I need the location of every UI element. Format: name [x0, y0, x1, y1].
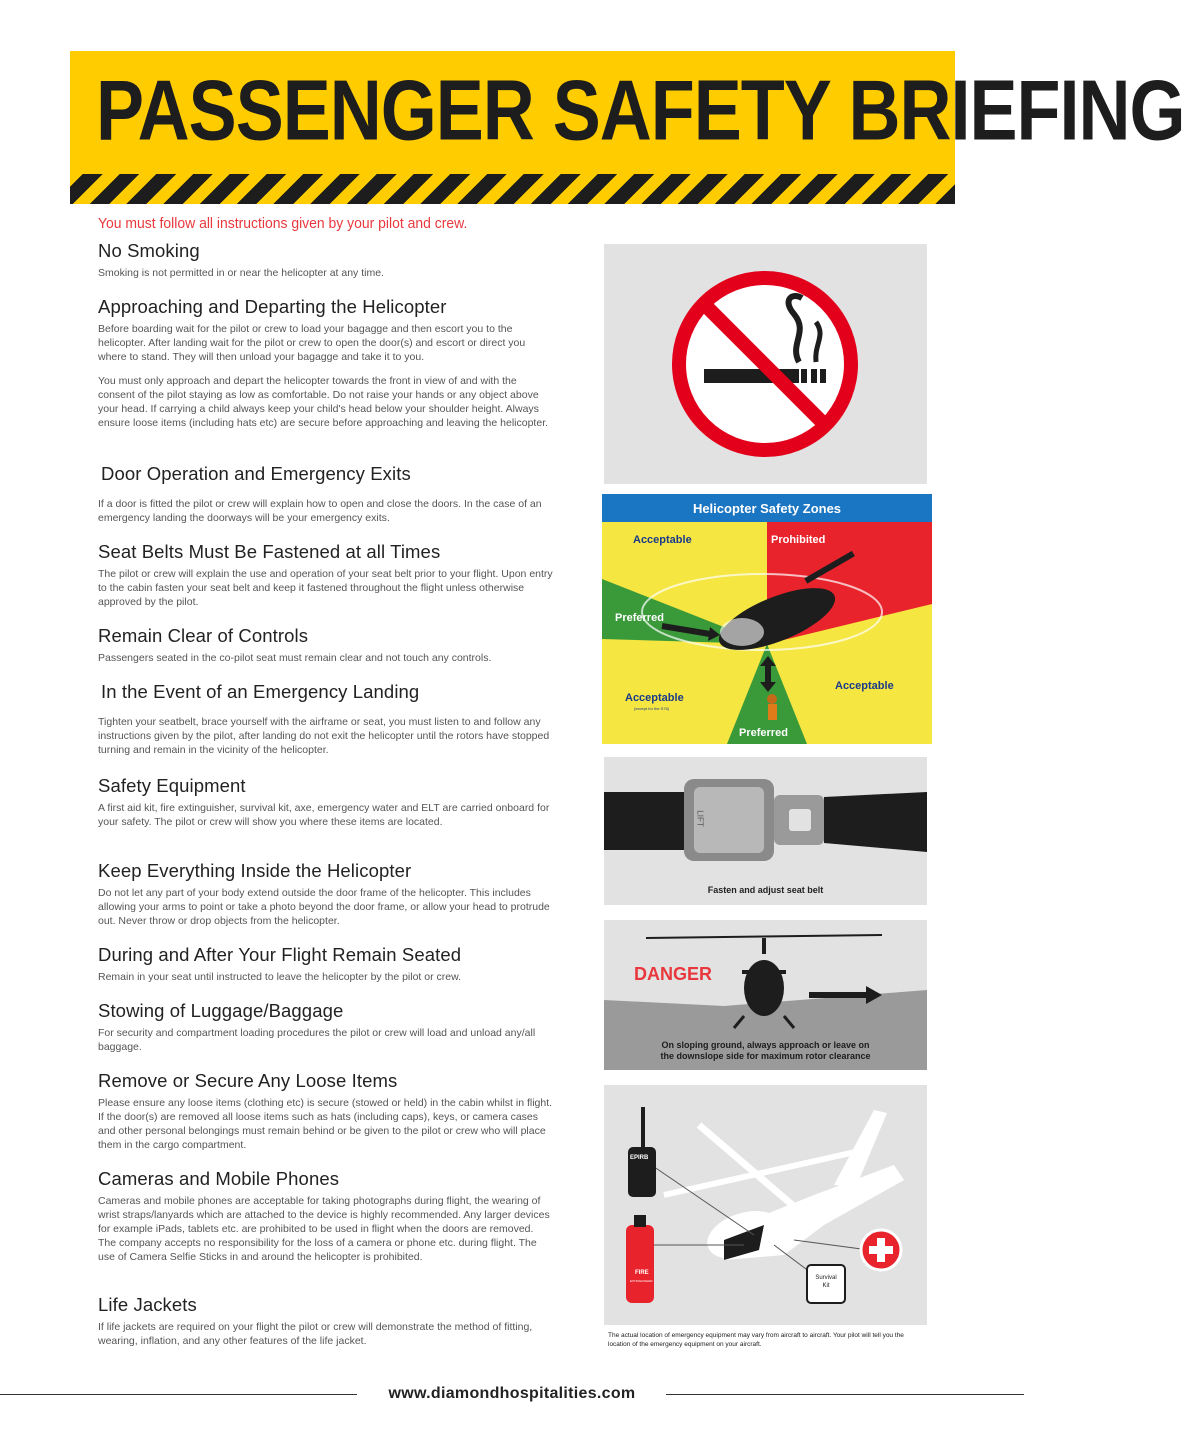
section-heading: During and After Your Flight Remain Seated [98, 944, 462, 965]
section-controls [98, 625, 553, 675]
section-text: Passengers seated in the co-pilot seat must remain clear and not touch any controls. [98, 652, 492, 664]
zone-label-acceptable-br: Acceptable [835, 680, 894, 692]
seatbelt-panel [604, 757, 927, 905]
title-banner [70, 51, 1185, 204]
section-safety-equipment [98, 775, 553, 839]
section-cameras [98, 1168, 553, 1274]
danger-caption-2: the downslope side for maximum rotor clearance [660, 1051, 871, 1061]
section-approaching [98, 296, 553, 440]
section-remain-seated [98, 944, 553, 994]
section-text: Tighten your seatbelt, brace yourself with the airframe or seat, you must listen to and follow any instructions given by the pilot, after landing do not exit the helicopter until the rotors have stopped turning and remain in the vicinity of the helicopter. [98, 716, 550, 756]
section-keep-inside [98, 860, 553, 938]
section-text: Cameras and mobile phones are acceptable for taking photographs during flight, the wearing of wrist straps/lanyards which are attached to the device is highly recommended. Any larger devices for example iPads, tablets etc. are prohibited to be used in flight when the doors are removed. The company accepts no responsibility for the loss of a camera or phone etc. during flight. The use of Camera Selfie Sticks in and around the helicopter is prohibited. [98, 1195, 550, 1263]
zone-note-bl: (except for the S76) [634, 706, 670, 711]
zone-label-acceptable-tl: Acceptable [633, 534, 692, 546]
section-life-jackets [98, 1294, 553, 1358]
section-heading: No Smoking [98, 240, 200, 261]
section-text: Please ensure any loose items (clothing etc) is secure (stowed or held) in the cabin whilst in flight. If the door(s) are removed all loose items such as hats (including caps), keys, or camera cases and other personal belongings must remain behind or be given to the pilot or crew who will place them in the cargo compartment. [98, 1097, 553, 1151]
seatbelt-caption: Fasten and adjust seat belt [707, 885, 824, 895]
zone-label-acceptable-bl: Acceptable [625, 692, 684, 704]
no-smoking-icon [604, 244, 927, 484]
section-luggage [98, 1000, 553, 1064]
section-heading: Cameras and Mobile Phones [98, 1168, 340, 1189]
buckle-lift-text: LIFT [695, 810, 705, 827]
zone-label-preferred-left: Preferred [615, 612, 664, 624]
seatbelt-icon [604, 757, 927, 905]
section-door-operation [98, 463, 556, 535]
page-title: PASSENGER SAFETY BRIEFING [96, 64, 1185, 159]
section-heading: Remove or Secure Any Loose Items [98, 1070, 398, 1091]
section-heading: Door Operation and Emergency Exits [101, 463, 411, 484]
hazard-stripes [70, 174, 955, 204]
section-seat-belts [98, 541, 553, 619]
safety-zones-diagram [602, 494, 932, 744]
equipment-panel [604, 1085, 927, 1325]
fire-sublabel: EXTINGUISHER [630, 1279, 653, 1283]
section-text: If a door is fitted the pilot or crew will explain how to open and close the doors. In the case of an emergency landing the doorways will be your emergency exits. [98, 498, 542, 524]
footer-rule-right [666, 1394, 1024, 1395]
fire-label: FIRE [635, 1270, 649, 1276]
intro-text: You must follow all instructions given by your pilot and crew. [98, 215, 468, 232]
equipment-note: The actual location of emergency equipment may vary from aircraft to aircraft. Your pilot will tell you the location of the emergency equipment on your aircraft. [608, 1332, 904, 1348]
section-emergency-landing [98, 681, 556, 767]
section-loose-items [98, 1070, 553, 1162]
section-heading: Keep Everything Inside the Helicopter [98, 860, 412, 881]
section-text: If life jackets are required on your flight the pilot or crew will demonstrate the method of fitting, wearing, inflation, and any other features of the life jacket. [98, 1321, 533, 1347]
section-heading: Life Jackets [98, 1294, 197, 1315]
danger-label: DANGER [634, 964, 713, 984]
survival-kit-label-2: Kit [822, 1283, 830, 1289]
zone-label-preferred-bottom: Preferred [739, 727, 788, 739]
section-text: A first aid kit, fire extinguisher, survival kit, axe, emergency water and ELT are carried onboard for your safety. The pilot or crew will show you where these items are located. [98, 802, 550, 828]
epirb-label: EPIRB [630, 1155, 649, 1161]
section-heading: Stowing of Luggage/Baggage [98, 1000, 344, 1021]
footer-rule-left [0, 1394, 357, 1395]
zones-title: Helicopter Safety Zones [692, 501, 842, 516]
section-heading: In the Event of an Emergency Landing [101, 681, 420, 702]
section-text: You must only approach and depart the helicopter towards the front in view of and with the consent of the pilot staying as low as comfortable. Do not raise your hands or any object above your head. If carrying a child always keep your child's head below your shoulder height. Always ensure loose items (including hats etc) are secure before approaching and leaving the helicopter. [98, 375, 549, 429]
section-heading: Approaching and Departing the Helicopter [98, 296, 447, 317]
section-text: For security and compartment loading procedures the pilot or crew will load and unload any/all baggage. [98, 1027, 536, 1053]
section-text: Remain in your seat until instructed to leave the helicopter by the pilot or crew. [98, 971, 462, 983]
no-smoking-panel [604, 244, 927, 484]
danger-panel [604, 920, 927, 1070]
section-text: Smoking is not permitted in or near the helicopter at any time. [98, 267, 384, 279]
zone-label-prohibited: Prohibited [771, 534, 826, 546]
section-heading: Safety Equipment [98, 775, 246, 796]
section-text: Before boarding wait for the pilot or crew to load your bagagge and then escort you to the helicopter. After landing wait for the pilot or crew to open the door(s) and escort or direct you where to stand. They will then unload your bagagge and take it to you. [98, 323, 526, 363]
section-no-smoking [98, 240, 553, 290]
survival-kit-label-1: Survival [815, 1275, 837, 1281]
section-text: The pilot or crew will explain the use and operation of your seat belt prior to your flight. Upon entry to the cabin fasten your seat belt and keep it fastened throughout the flight unless otherwise approved by the pilot. [98, 568, 553, 608]
section-heading: Remain Clear of Controls [98, 625, 309, 646]
section-text: Do not let any part of your body extend outside the door frame of the helicopter. This includes allowing your arms to point or take a photo beyond the door frame, or allow your head to protrude out. Never throw or drop objects from the helicopter. [98, 887, 550, 927]
section-heading: Seat Belts Must Be Fastened at all Times [98, 541, 441, 562]
danger-caption-1: On sloping ground, always approach or leave on [661, 1040, 870, 1050]
emergency-equipment-graphic [604, 1085, 927, 1325]
footer-url[interactable]: www.diamondhospitalities.com [388, 1385, 636, 1402]
